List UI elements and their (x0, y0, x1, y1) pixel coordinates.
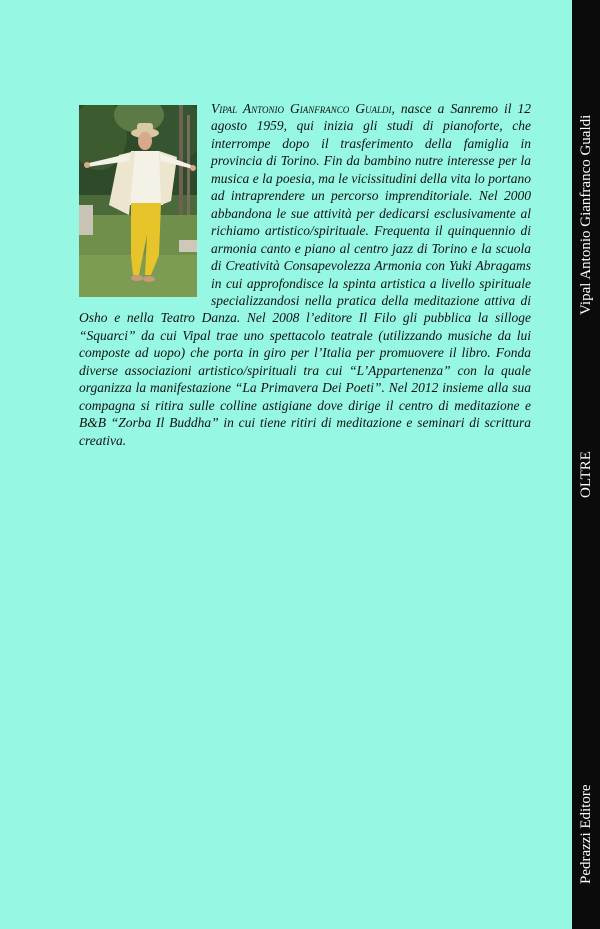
author-biography (79, 100, 531, 449)
biography-text: , nasce a Sanremo il 12 agosto 1959, qui inizia gli studi di pianoforte, che interrompe dopo il trasferimento della famiglia in provincia di Torino. Fin da bambino nutre interesse per la musica e la poesia, ma le vicissitudini della vita lo portano ad intraprendere un percorso imprenditoriale. Nel 2000 abbandona le sue attività per dedicarsi esclusivamente al richiamo artistico/spirituale. Frequenta il quinquennio di armonia canto e piano al centro jazz di Torino e la scuola di Creatività Consapevolezza Armonia con Yuki Abragams in cui approfondisce la spinta artistica a livello spirituale specializzandosi nella pratica della meditazione attiva di Osho e nella Teatro Danza. Nel 2008 l’editore Il Filo gli pubblica la silloge “Squarci” da cui Vipal trae uno spettacolo teatrale (utilizzando musiche da lui composte ad uopo) che porta in giro per l’Italia per promuovere il libro. Fonda diverse associazioni artistico/spirituali tra cui “L’Appartenenza” con la quale organizza la manifestazione “La Primavera Dei Poeti”. Nel 2012 insieme alla sua compagna si ritira sulle colline astigiane dove dirige il centro di meditazione e B&B “Zorba Il Buddha” in cui tiene ritiri di meditazione e seminari di scrittura creativa. (79, 101, 532, 448)
spine-title: OLTRE (578, 451, 594, 498)
book-spine (572, 0, 600, 929)
spine-publisher: Pedrazzi Editore (578, 784, 594, 884)
spine-author: Vipal Antonio Gianfranco Gualdi (578, 114, 594, 315)
photo-text-wrap (79, 100, 211, 300)
author-name: Vipal Antonio Gianfranco Gualdi (211, 101, 392, 116)
